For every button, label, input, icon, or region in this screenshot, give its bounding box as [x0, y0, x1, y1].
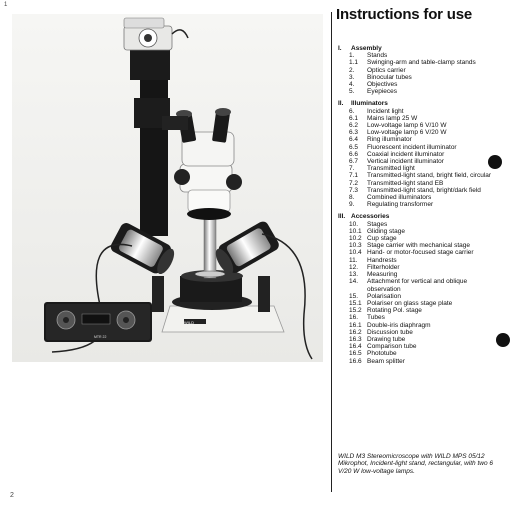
corner-number: 1 [4, 2, 8, 8]
list-item: 6. Incident light [349, 107, 404, 115]
list-item: 9. Regulating transformer [349, 201, 434, 209]
list-item: 7.1 Transmitted-light stand, bright field, circular [349, 172, 492, 180]
list-item: 13. Measuring [349, 271, 398, 279]
page-title: Instructions for use [336, 6, 473, 23]
list-item: 7. Transmitted light [349, 165, 415, 173]
list-item: 16.2 Discussion tube [349, 328, 413, 336]
list-item: 16. Tubes [349, 314, 385, 322]
section-heading: III. Accessories [338, 213, 390, 221]
list-item: 12. Filterholder [349, 263, 400, 271]
list-item: 14. Attachment for vertical and oblique observation [349, 278, 468, 293]
section-heading: II. Illuminators [338, 100, 388, 108]
list-item: 10.2 Cup stage [349, 235, 397, 243]
list-item: 6.1 Mains lamp 25 W [349, 114, 418, 122]
list-item: 6.7 Vertical incident illuminator [349, 158, 444, 166]
list-item: 7.3 Transmitted-light stand, bright/dark field [349, 186, 481, 194]
list-item: 15.2 Rotating Pol. stage [349, 307, 422, 315]
section-heading: I. Assembly [338, 45, 382, 52]
list-item: 10. Stages [349, 220, 388, 228]
list-item: 2. Optics carrier [349, 66, 406, 74]
thumb-index-marker [488, 155, 502, 169]
list-item: 8. Combined illuminators [349, 194, 432, 202]
list-item: 16.6 Beam splitter [349, 357, 405, 365]
microscope-photo [12, 14, 323, 362]
list-item: 5. Eyepieces [349, 88, 397, 96]
base-brand-text: WILD [184, 320, 194, 325]
list-item: 4. Objectives [349, 81, 398, 89]
list-item: 10.4 Hand- or motor-focused stage carrier [349, 249, 474, 257]
list-item: 10.1 Gliding stage [349, 227, 405, 235]
list-item: 11. Handrests [349, 256, 397, 264]
list-item: 15.1 Polariser on glass stage plate [349, 299, 453, 307]
contents-list [338, 42, 498, 365]
list-item: 15. Polarisation [349, 292, 401, 300]
figure-caption: WILD M3 Stereomicroscope with WILD MPS 05/12 Mikrophot, Incident-light stand, rectangular, with two 6 V/20 W low-voltage lamps. [338, 453, 493, 475]
list-item: 7.2 Transmitted-light stand EB [349, 179, 444, 187]
list-item: 16.5 Phototube [349, 350, 397, 358]
list-item: 6.2 Low-voltage lamp 6 V/10 W [349, 122, 447, 130]
transformer-label: MTR 22 [94, 335, 107, 339]
list-item: 16.3 Drawing tube [349, 335, 406, 343]
list-item: 6.6 Coaxial incident illuminator [349, 150, 445, 158]
list-item: 10.3 Stage carrier with mechanical stage [349, 242, 470, 250]
column-divider [331, 12, 332, 492]
list-item: 6.4 Ring illuminator [349, 136, 412, 144]
list-item: 6.3 Low-voltage lamp 6 V/20 W [349, 129, 447, 137]
list-item: 16.1 Double-iris diaphragm [349, 321, 431, 329]
list-item: 1. Stands [349, 52, 388, 60]
thumb-index-marker [496, 333, 510, 347]
list-item: 1.1 Swinging-arm and table-clamp stands [349, 59, 476, 67]
list-item: 6.5 Fluorescent incident illuminator [349, 143, 457, 151]
list-item: 16.4 Comparison tube [349, 343, 417, 351]
page-number: 2 [10, 492, 14, 499]
list-item: 3. Binocular tubes [349, 73, 412, 81]
